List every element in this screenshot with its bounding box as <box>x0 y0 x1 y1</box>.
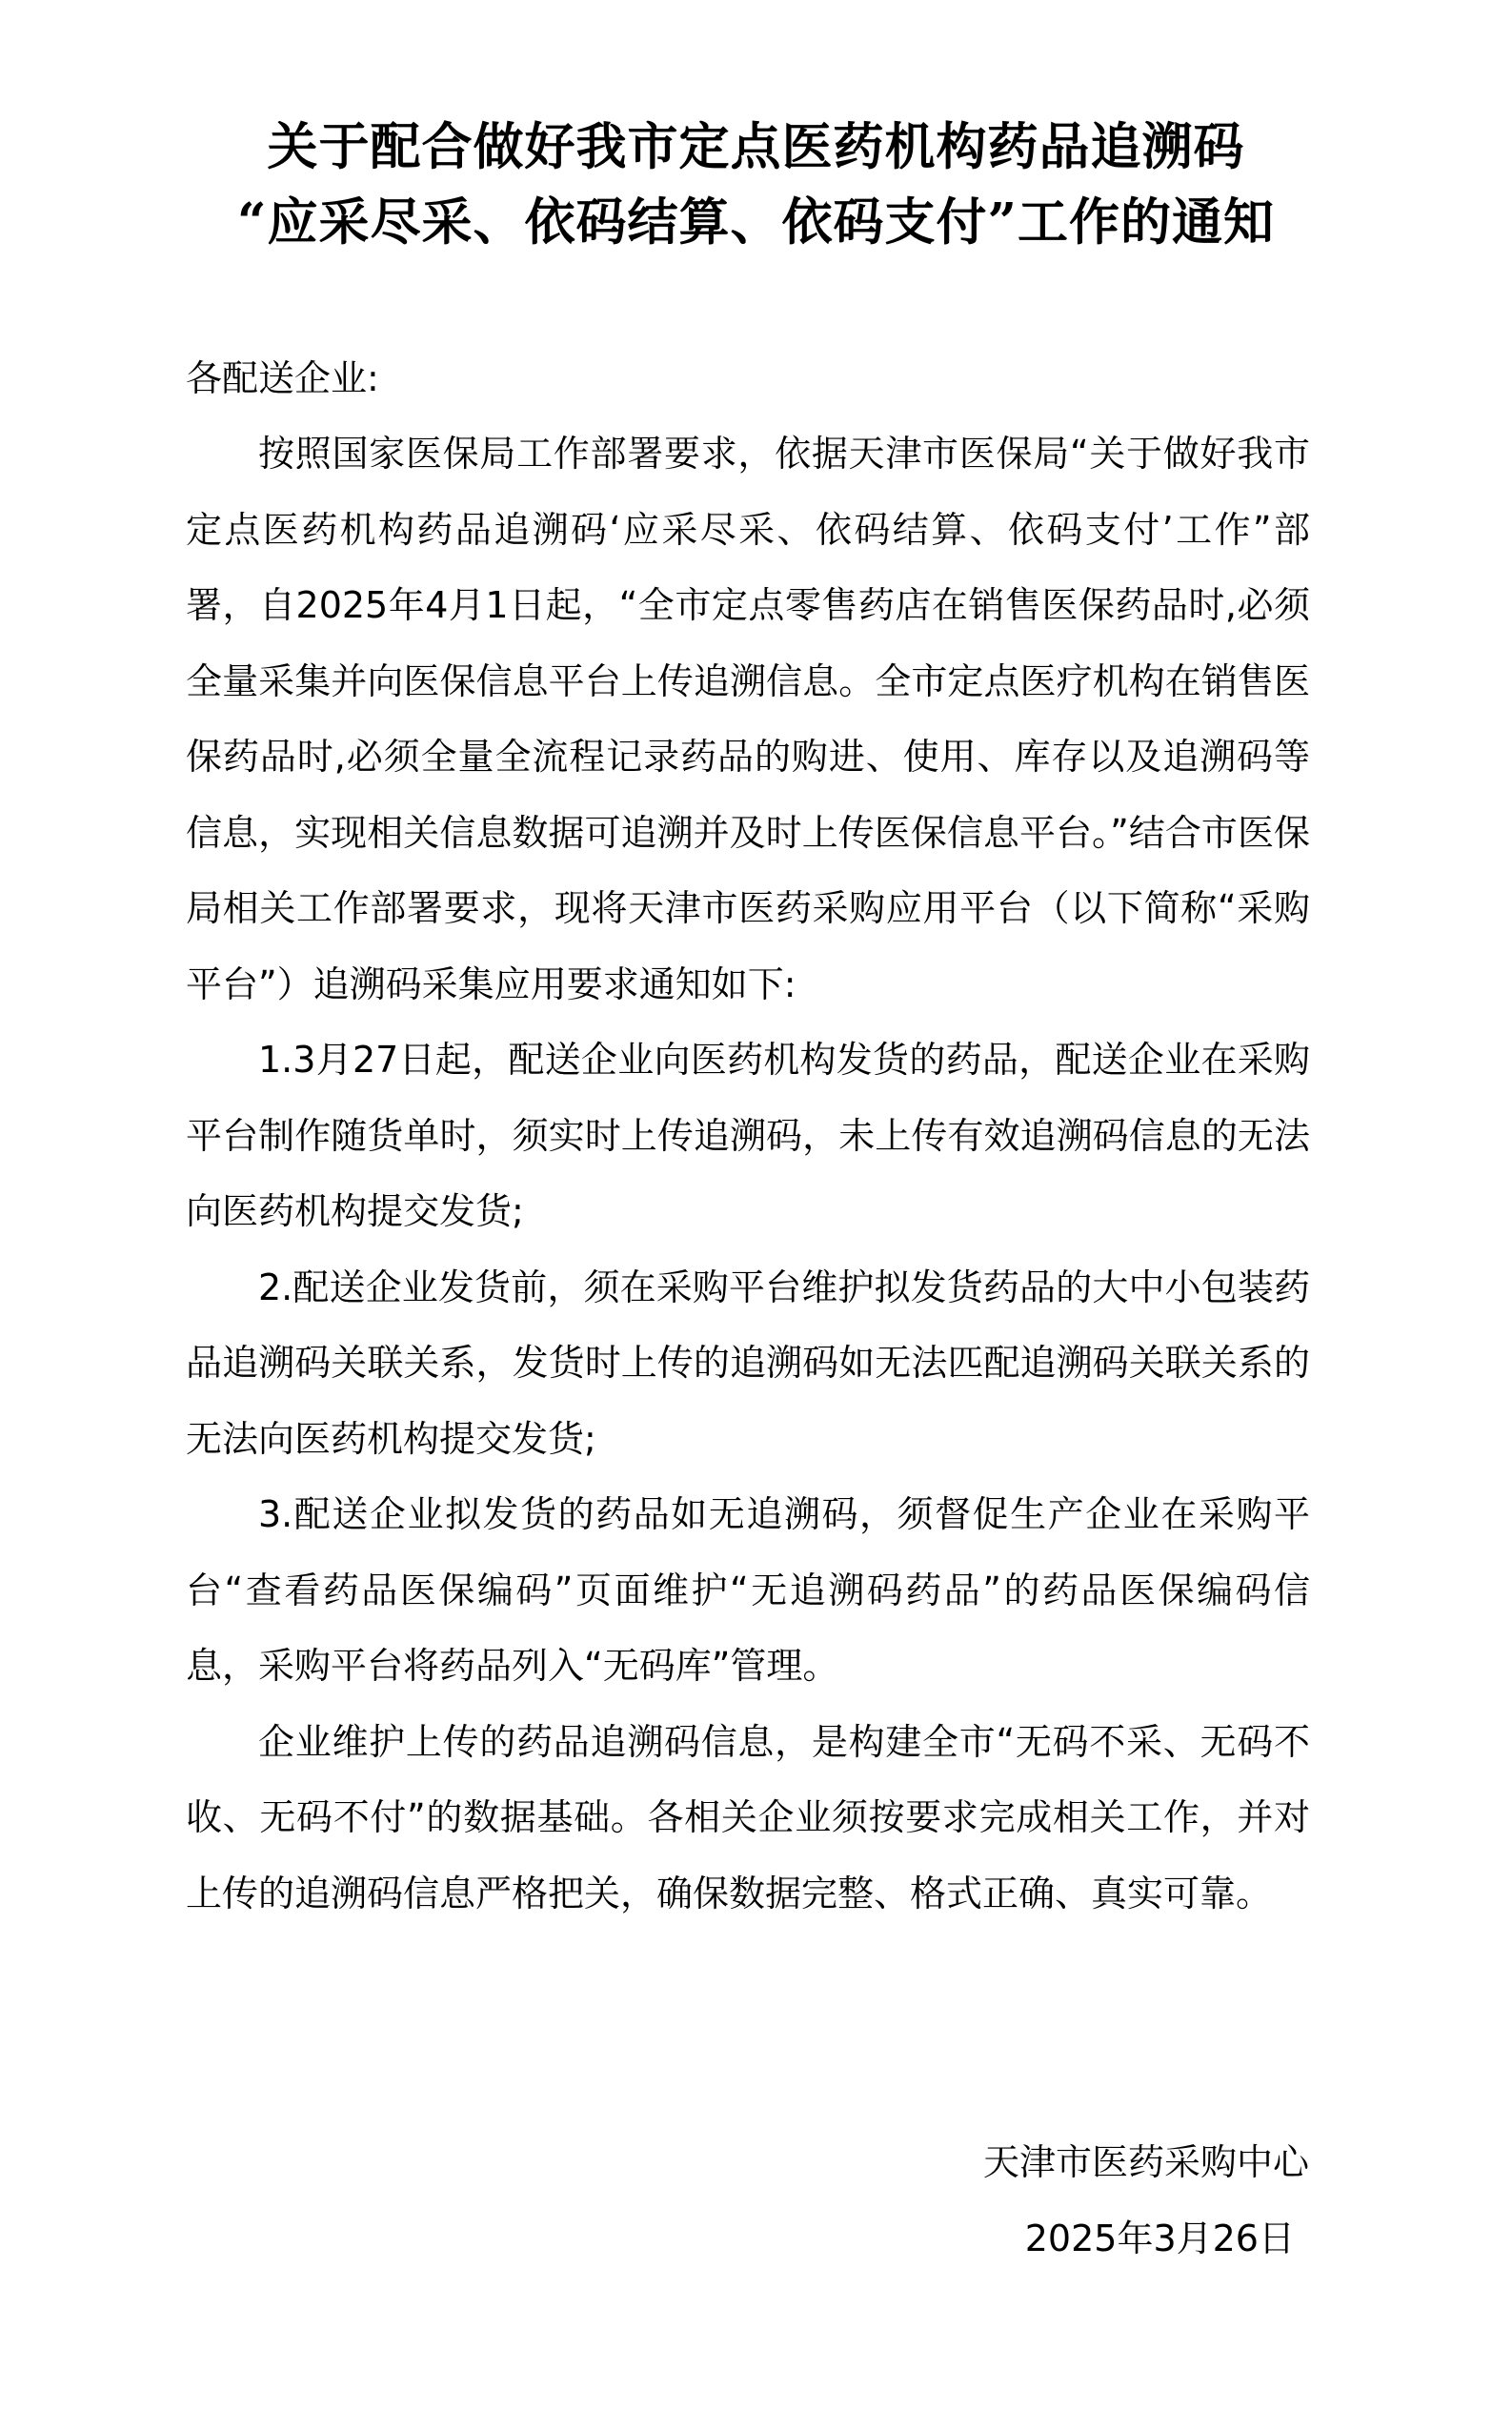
closing-paragraph: 企业维护上传的药品追溯码信息，是构建全市“无码不采、无码不收、无码不付”的数据基础。各相关企业须按要求完成相关工作，并对上传的追溯码信息严格把关，确保数据完整、格式正确、真实可靠。 <box>186 1720 1310 1914</box>
requirement-3-paragraph: 3.配送企业拟发货的药品如无追溯码，须督促生产企业在采购平台“查看药品医保编码”页面维护“无追溯码药品”的药品医保编码信息，采购平台将药品列入“无码库”管理。 <box>186 1493 1310 1687</box>
document-title-line-2: “应采尽采、依码结算、依码支付”工作的通知 <box>237 192 1275 252</box>
requirement-1-paragraph: 1.3月27日起，配送企业向医药机构发货的药品，配送企业在采购平台制作随货单时，须实时上传追溯码，未上传有效追溯码信息的无法向医药机构提交发货; <box>186 1039 1310 1232</box>
issuer-name: 天津市医药采购中心 <box>982 2141 1309 2183</box>
intro-paragraph: 按照国家医保局工作部署要求，依据天津市医保局“关于做好我市定点医药机构药品追溯码‘应采尽采、依码结算、依码支付’工作”部署，自2025年4月1日起，“全市定点零售药店在销售医保药品时,必须全量采集并向医保信息平台上传追溯信息。全市定点医疗机构在销售医保药品时,必须全量全流程记录药品的购进、使用、库存以及追溯码等信息，实现相关信息数据可追溯并及时上传医保信息平台。”结合市医保局相关工作部署要求，现将天津市医药采购应用平台（以下简称“采购平台”）追溯码采集应用要求通知如下: <box>186 433 1310 1005</box>
salutation: 各配送企业: <box>186 357 379 399</box>
requirement-2-paragraph: 2.配送企业发货前，须在采购平台维护拟发货药品的大中小包装药品追溯码关联关系，发货时上传的追溯码如无法匹配追溯码关联关系的无法向医药机构提交发货; <box>186 1266 1310 1460</box>
document-title-line-1: 关于配合做好我市定点医药机构药品追溯码 <box>267 117 1245 176</box>
issue-date: 2025年3月26日 <box>1024 2218 1295 2259</box>
notice-body <box>186 416 1310 1932</box>
